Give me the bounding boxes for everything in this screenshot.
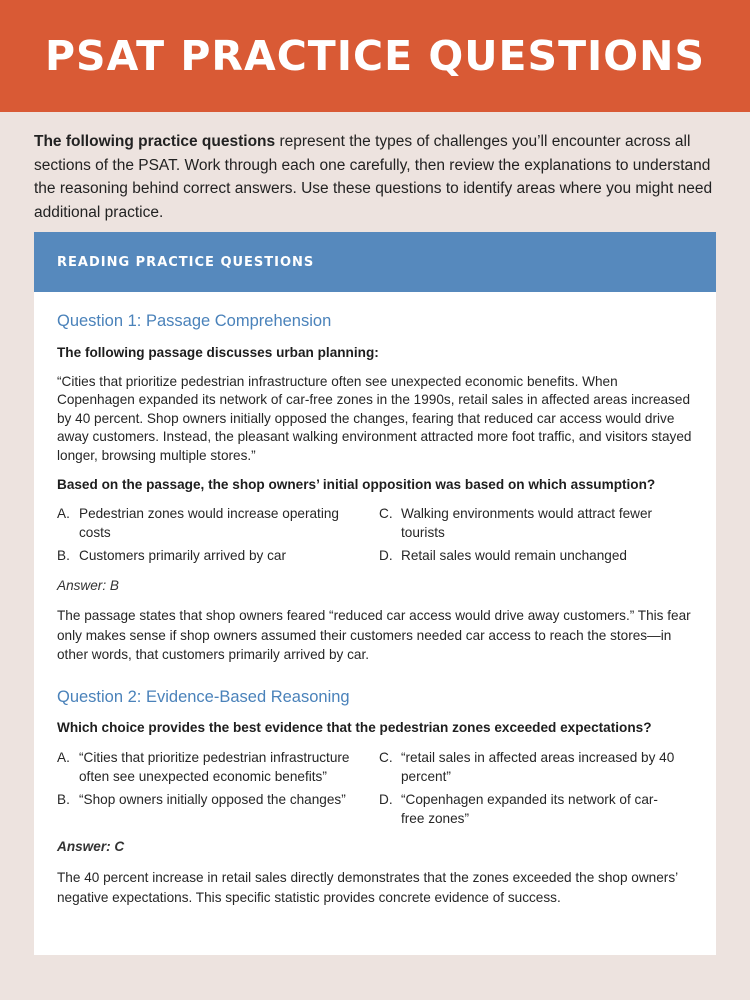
question-1-answer: Answer: B bbox=[57, 578, 119, 593]
question-2-option-d[interactable] bbox=[379, 791, 679, 828]
question-1-option-d[interactable] bbox=[379, 547, 679, 566]
intro-paragraph bbox=[34, 130, 724, 224]
option-letter: A. bbox=[57, 750, 70, 765]
question-1-option-a[interactable] bbox=[57, 505, 357, 542]
option-text: Retail sales would remain unchanged bbox=[401, 548, 627, 563]
option-text: “Shop owners initially opposed the changes” bbox=[79, 792, 346, 807]
question-2-answer: Answer: C bbox=[57, 839, 125, 854]
question-1-explanation: The passage states that shop owners feared “reduced car access would drive away customers.” This fear only makes sense if shop owners assumed their customers needed car access to reach the stores—in other words, that customers primarily arrived by car. bbox=[57, 608, 691, 662]
option-letter: D. bbox=[379, 548, 393, 563]
question-2-option-c[interactable] bbox=[379, 749, 679, 786]
option-letter: C. bbox=[379, 506, 393, 521]
question-2-option-a[interactable] bbox=[57, 749, 377, 786]
section-header bbox=[34, 232, 716, 292]
question-1-option-b[interactable] bbox=[57, 547, 357, 566]
question-1-title: Question 1: Passage Comprehension bbox=[57, 312, 332, 330]
question-1-prompt: Based on the passage, the shop owners’ initial opposition was based on which assumption? bbox=[57, 477, 656, 492]
option-text: Walking environments would attract fewer tourists bbox=[401, 506, 653, 540]
option-letter: A. bbox=[57, 506, 70, 521]
reading-practice-card bbox=[34, 232, 716, 955]
page-title: PSAT PRACTICE QUESTIONS bbox=[44, 32, 705, 80]
question-2-title: Question 2: Evidence-Based Reasoning bbox=[57, 688, 350, 706]
question-1-option-c[interactable] bbox=[379, 505, 669, 542]
option-letter: B. bbox=[57, 792, 70, 807]
question-2-explanation: The 40 percent increase in retail sales directly demonstrates that the zones exceeded the shop owners’ negative expectations. This specific statistic provides concrete evidence of success. bbox=[57, 870, 678, 905]
option-text: “Copenhagen expanded its network of car-free zones” bbox=[401, 792, 658, 826]
option-letter: D. bbox=[379, 792, 393, 807]
option-text: Customers primarily arrived by car bbox=[79, 548, 286, 563]
question-2-option-b[interactable] bbox=[57, 791, 377, 810]
option-letter: C. bbox=[379, 750, 393, 765]
intro-lead: The following practice questions bbox=[34, 133, 276, 150]
option-text: “retail sales in affected areas increased by 40 percent” bbox=[401, 750, 675, 784]
question-1-intro: The following passage discusses urban planning: bbox=[57, 345, 379, 360]
question-1-passage: “Cities that prioritize pedestrian infrastructure often see unexpected economic benefits. When Copenhagen expanded its network of car-free zones in the 1990s, retail sales in affected areas increased by 40 percent. Shop owners initially opposed the changes, fearing that reduced car access would drive away customers. Instead, the pleasant walking environment attracted more foot traffic, and visitors stayed longer, browsing multiple stores.” bbox=[57, 374, 692, 463]
option-text: “Cities that prioritize pedestrian infrastructure often see unexpected economic benefits” bbox=[79, 750, 350, 784]
section-title: READING PRACTICE QUESTIONS bbox=[57, 254, 315, 270]
intro-body: represent the types of challenges you’ll encounter across all sections of the PSAT. Work through each one carefully, then review the explanations to understand the reasoning behind correct answers. Use these questions to identify areas where you might need additional practice. bbox=[34, 133, 713, 221]
option-letter: B. bbox=[57, 548, 70, 563]
question-2-prompt: Which choice provides the best evidence that the pedestrian zones exceeded expectations? bbox=[57, 720, 652, 735]
page-header bbox=[0, 0, 750, 112]
option-text: Pedestrian zones would increase operating costs bbox=[79, 506, 339, 540]
